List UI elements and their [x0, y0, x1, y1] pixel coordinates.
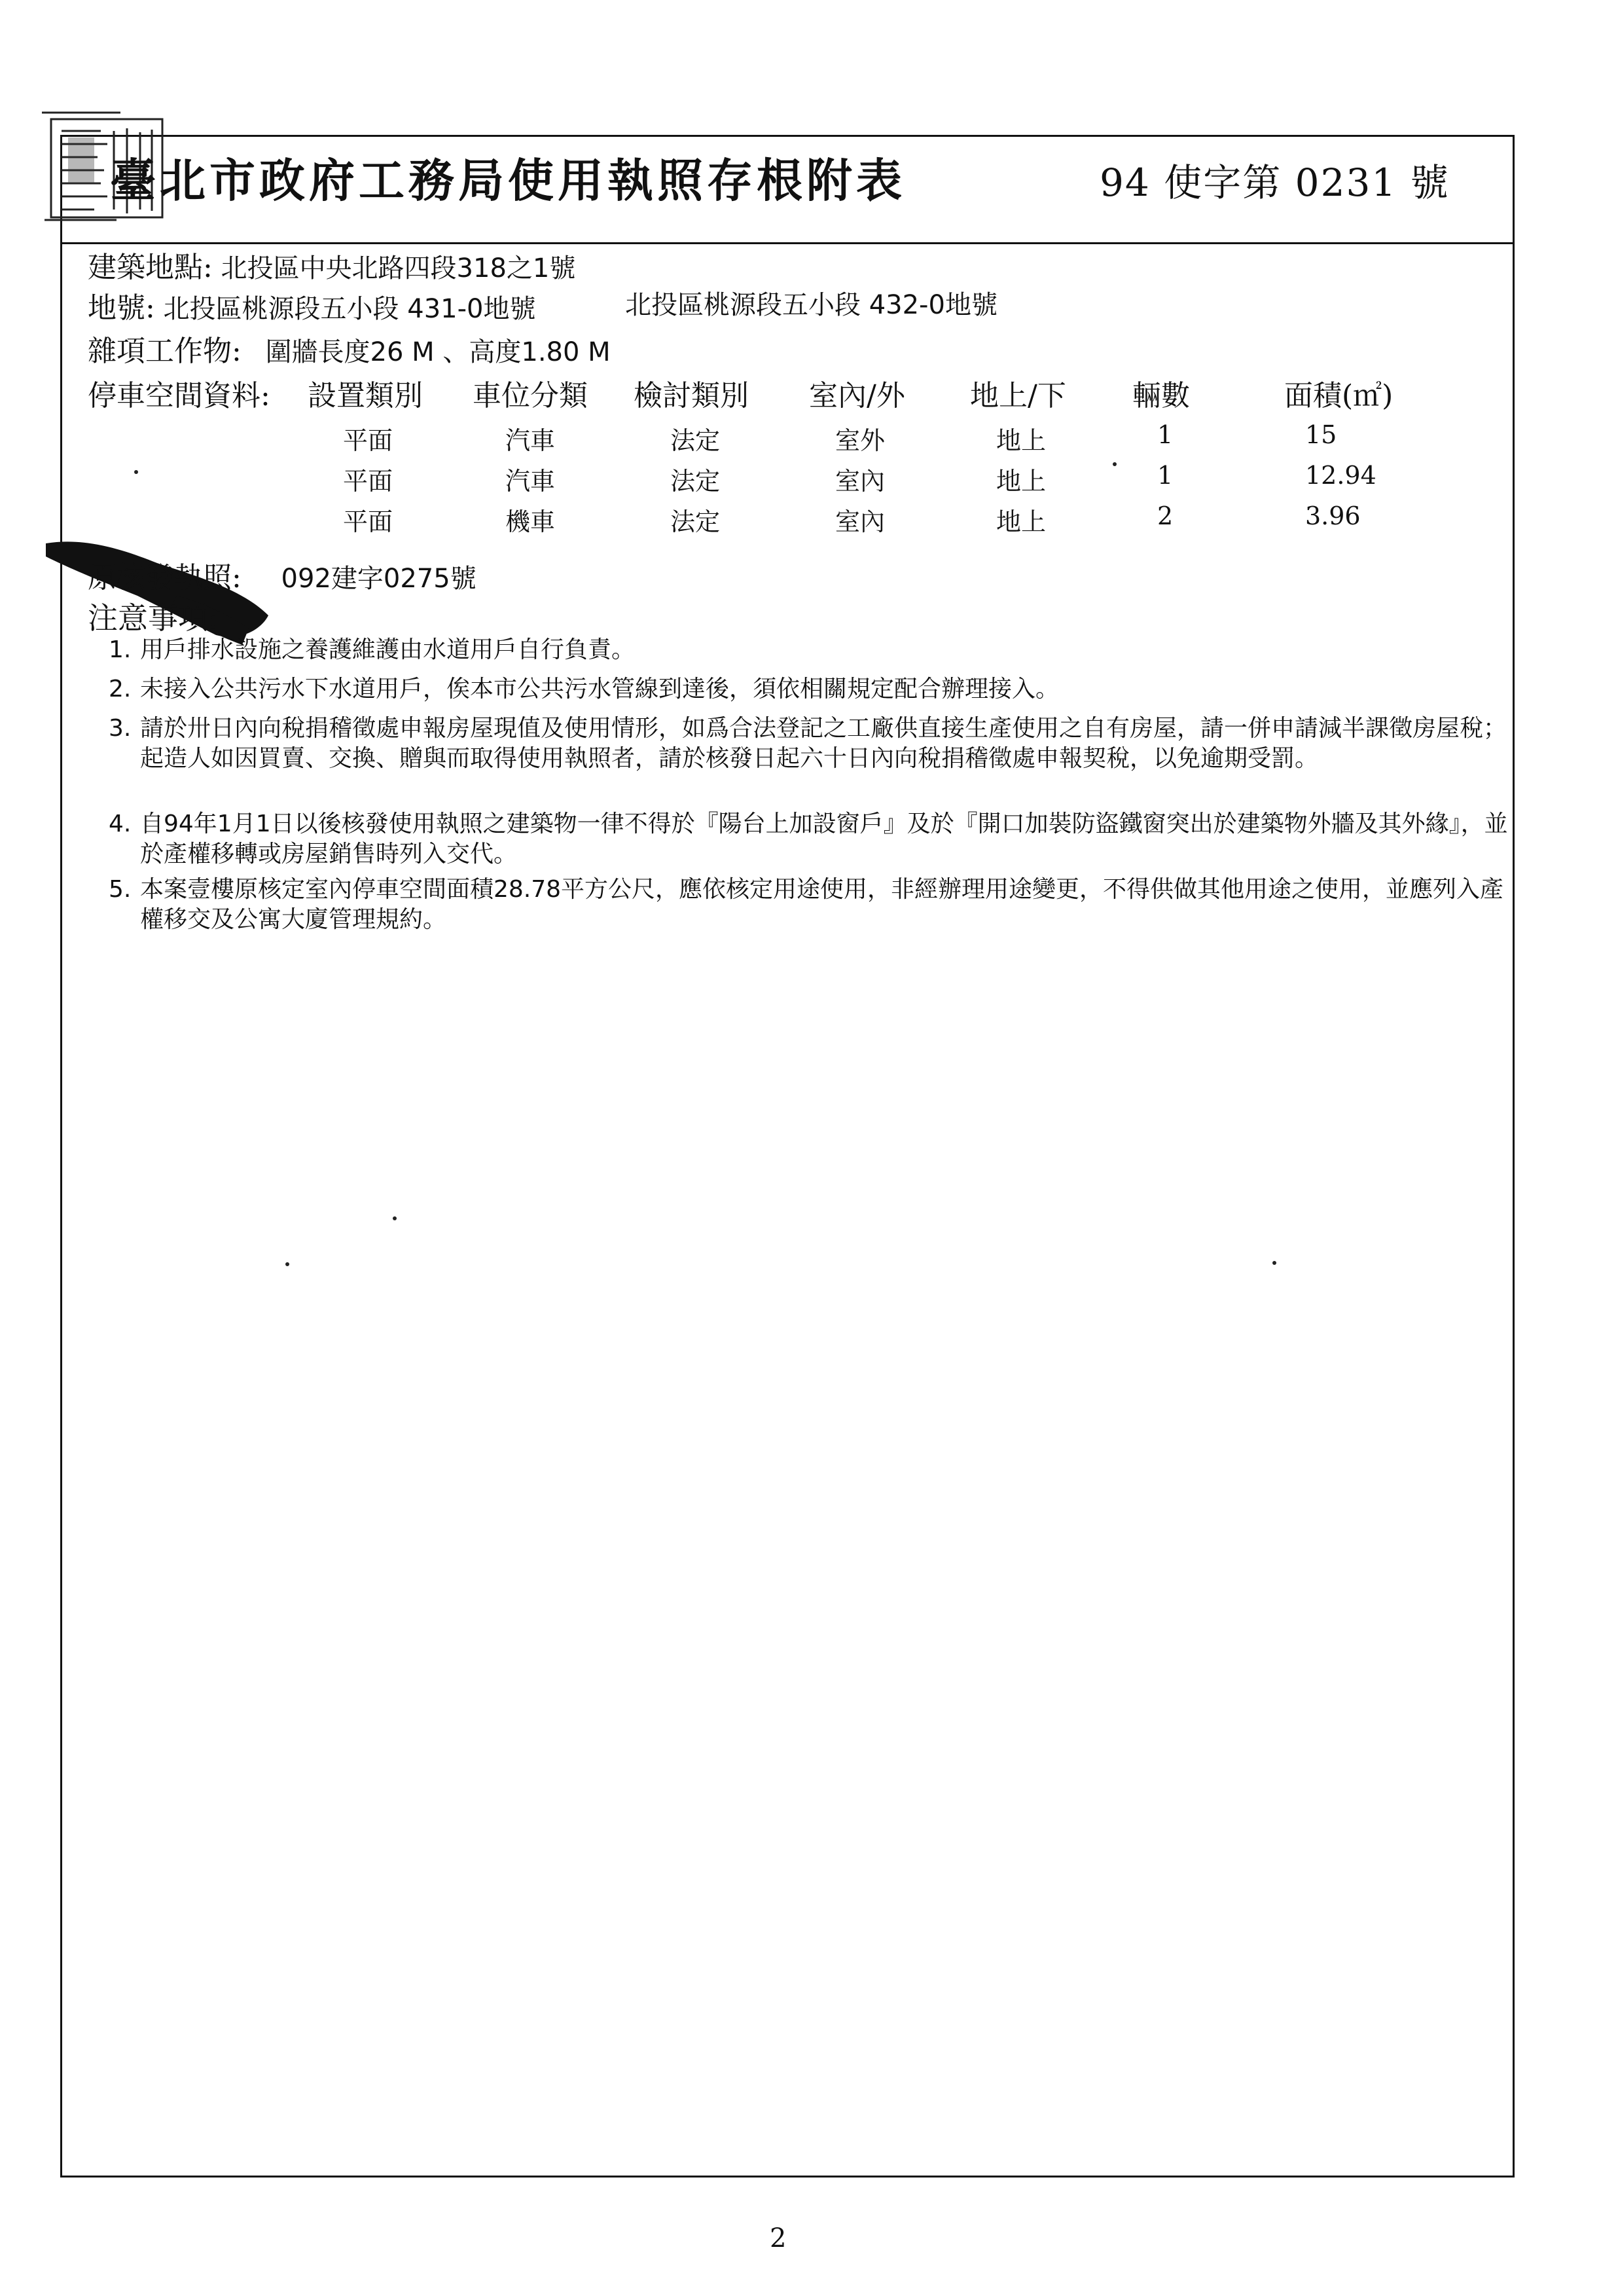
- parking-cell: 1: [1157, 420, 1174, 449]
- note-item: [109, 674, 1516, 704]
- misc-value: 圍牆長度26 M 、高度1.80 M: [265, 337, 611, 367]
- parking-cell: 3.96: [1305, 501, 1361, 530]
- parking-cell: 15: [1305, 420, 1337, 449]
- parking-header-count: 輛數: [1132, 379, 1190, 412]
- note-text: 未接入公共污水下水道用戶，俟本市公共污水管線到達後，須依相關規定配合辦理接入。: [140, 676, 1060, 702]
- note-text: 本案壹樓原核定室內停車空間面積28.78平方公尺，應依核定用途使用，非經辦理用途變更，不得供做其他用途之使用，並應列入產權移交及公寓大廈管理規約。: [140, 876, 1504, 933]
- parking-cell: 地上: [996, 467, 1047, 496]
- parking-header-category: 車位分類: [473, 379, 588, 412]
- parking-cell: 法定: [670, 467, 721, 496]
- scan-speck: [134, 470, 138, 474]
- original-permit-label: 原核發執照:: [88, 561, 242, 594]
- notes-title: 注意事項:: [88, 600, 219, 636]
- parking-cell: 地上: [996, 426, 1047, 455]
- parking-header-type: 設置類別: [308, 379, 423, 412]
- address-label: 建築地點:: [88, 251, 213, 284]
- original-permit-value: 092建字0275號: [281, 564, 476, 594]
- address-value: 北投區中央北路四段318之1號: [221, 253, 576, 283]
- scan-speck: [393, 1216, 397, 1220]
- parking-cell: 法定: [670, 426, 721, 455]
- note-number: 4.: [109, 811, 132, 837]
- note-number: 3.: [109, 715, 132, 742]
- parking-cell: 平面: [343, 507, 393, 536]
- note-item: [109, 809, 1516, 869]
- misc-row: [88, 327, 611, 369]
- parking-cell: 室外: [835, 426, 886, 455]
- parking-header-level: 地上/下: [970, 379, 1066, 412]
- permit-number: 94 使字第 0231 號: [1100, 160, 1450, 205]
- document-frame: [60, 135, 1515, 2178]
- parking-header-indoor: 室內/外: [809, 379, 905, 412]
- parking-cell: 12.94: [1305, 461, 1376, 490]
- scan-speck: [1113, 462, 1117, 466]
- parking-cell: 平面: [343, 467, 393, 496]
- original-permit-row: [88, 554, 476, 596]
- parking-cell: 汽車: [505, 467, 556, 496]
- lot-row: [88, 284, 536, 326]
- lot-value-1: 北投區桃源段五小段 431-0地號: [163, 294, 536, 324]
- scan-speck: [1272, 1261, 1276, 1265]
- parking-header-review: 檢討類別: [634, 379, 749, 412]
- document-title: 臺北市政府工務局使用執照存根附表: [110, 153, 906, 208]
- parking-cell: 汽車: [505, 426, 556, 455]
- parking-cell: 室內: [835, 467, 886, 496]
- page-number: 2: [770, 2223, 787, 2253]
- parking-cell: 1: [1157, 461, 1174, 490]
- note-item: [109, 714, 1516, 774]
- parking-cell: 室內: [835, 507, 886, 536]
- lot-label: 地號:: [88, 291, 155, 325]
- parking-cell: 地上: [996, 507, 1047, 536]
- note-item: [109, 875, 1516, 935]
- note-number: 2.: [109, 676, 132, 702]
- parking-header-area: 面積(㎡): [1284, 379, 1393, 412]
- note-text: 請於卅日內向稅捐稽徵處申報房屋現值及使用情形，如爲合法登記之工廠供直接生產使用之自有房屋，請一併申請減半課徵房屋稅；起造人如因買賣、交換、贈與而取得使用執照者，請於核發日起六十日內向稅捐稽徵處申報契稅，以免逾期受罰。: [140, 715, 1507, 772]
- lot-value-2: 北投區桃源段五小段 432-0地號: [625, 290, 998, 320]
- scan-speck: [285, 1262, 289, 1266]
- note-number: 1.: [109, 636, 132, 663]
- note-text: 自94年1月1日以後核發使用執照之建築物一律不得於『陽台上加設窗戶』及於『開口加裝防盜鐵窗突出於建築物外牆及其外緣』，並於產權移轉或房屋銷售時列入交代。: [140, 811, 1508, 867]
- note-number: 5.: [109, 876, 132, 903]
- parking-label: 停車空間資料:: [88, 379, 270, 412]
- note-text: 用戶排水設施之養護維護由水道用戶自行負責。: [140, 636, 636, 663]
- parking-cell: 法定: [670, 507, 721, 536]
- misc-label: 雜項工作物:: [88, 335, 242, 368]
- address-row: [88, 244, 575, 285]
- parking-cell: 機車: [505, 507, 556, 536]
- note-item: [109, 635, 1516, 665]
- parking-cell: 平面: [343, 426, 393, 455]
- parking-cell: 2: [1157, 501, 1174, 530]
